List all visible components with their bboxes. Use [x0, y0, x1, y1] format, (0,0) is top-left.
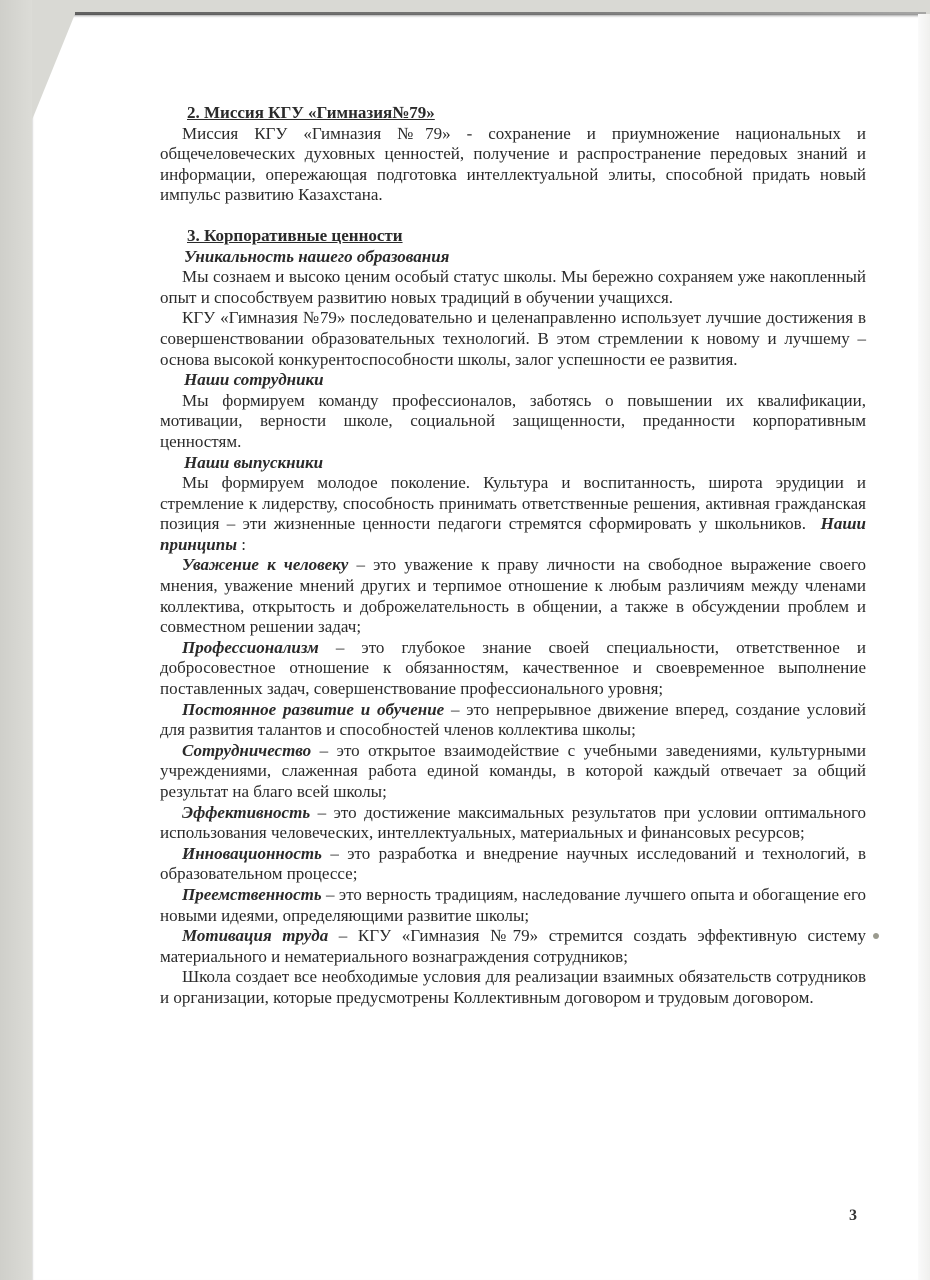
principle-professionalism: [160, 638, 866, 700]
principle-term: Профессионализм: [182, 637, 319, 657]
section-gap: [160, 206, 866, 226]
principle-development: [160, 700, 866, 741]
graduates-paragraph: [160, 473, 866, 555]
scan-dust-speck: [873, 933, 879, 939]
principle-text: – это глубокое знание своей специальности, ответственное и добросовестное отношение к обязанностям, качественное и своевременное выполнение поставленных задач, совершенствование профессионального уровня;: [160, 637, 866, 699]
principle-text: – это непрерывное движение вперед, создание условий для развития талантов и способностей членов коллектива школы;: [160, 699, 867, 740]
page-number: 3: [849, 1207, 857, 1224]
graduates-text: Мы формируем молодое поколение. Культура и воспитанность, широта эрудиции и стремление к лидерству, способность принимать ответственные решения, активная гражданская позиция – эти жизненные ценности педагоги стремятся сформировать у школьников.: [160, 473, 866, 534]
principle-innovation: [160, 844, 866, 885]
principle-text: – это уважение к праву личности на свободное выражение своего мнения, уважение мнений других и терпимое отношение к любым различиям между членами коллектива, открытость и доброжелательность в общении, а также в обсуждении проблем и совместном решении задач;: [160, 555, 866, 637]
document-body: [160, 103, 866, 1009]
graduates-subheading: Наши выпускники: [184, 452, 324, 472]
principle-efficiency: [160, 803, 866, 844]
staff-subheading: Наши сотрудники: [184, 370, 324, 390]
principle-text: – это достижение максимальных результатов при условии оптимального использования человеческих, интеллектуальных, материальных и финансовых ресурсов;: [160, 802, 866, 843]
principle-cooperation: [160, 741, 866, 803]
page-top-edge-shadow: [75, 12, 926, 15]
principle-term: Инновационность: [182, 843, 322, 863]
section-2-heading: 2. Миссия КГУ «Гимназия№79»: [187, 103, 435, 122]
principles-label-suffix: :: [237, 534, 246, 554]
staff-paragraph: Мы формируем команду профессионалов, заботясь о повышении их квалификации, мотивации, верности школе, социальной защищенности, преданности корпоративным ценностям.: [160, 390, 866, 451]
scan-background: [0, 0, 32, 1280]
principle-respect: [160, 555, 866, 637]
principle-term: Уважение к человеку: [182, 555, 349, 575]
principle-text: – КГУ «Гимназия №79» стремится создать эффективную систему материального и нематериального вознаграждения сотрудников;: [160, 926, 866, 966]
mission-paragraph: Миссия КГУ «Гимназия №79» - сохранение и приумножение национальных и общечеловеческих духовных ценностей, получение и распространение передовых знаний и информации, опережающая подготовка интеллектуальной элиты, способной придать новый импульс развитию Казахстана.: [160, 123, 866, 205]
uniqueness-paragraph-1: Мы сознаем и высоко ценим особый статус школы. Мы бережно сохраняем уже накопленный опыт и способствуем развитию новых традиций в обучении учащихся.: [160, 267, 866, 307]
scan-right-edge: [918, 14, 930, 1280]
uniqueness-subheading: Уникальность нашего образования: [184, 246, 450, 266]
principle-term: Постоянное развитие и обучение: [182, 699, 445, 719]
principle-term: Мотивация труда: [182, 926, 329, 946]
principle-term: Преемственность: [182, 884, 322, 904]
principles-label: Наши принципы: [160, 514, 867, 554]
closing-paragraph: Школа создает все необходимые условия для реализации взаимных обязательств сотрудников и организации, которые предусмотрены Коллективным договором и трудовым договором.: [160, 967, 866, 1007]
principle-continuity: [160, 885, 866, 926]
section-3-heading: 3. Корпоративные ценности: [187, 225, 403, 245]
principle-text: – это верность традициям, наследование лучшего опыта и обогащение его новыми идеями, определяющими развитие школы;: [160, 884, 866, 925]
principle-term: Эффективность: [182, 802, 311, 822]
principle-motivation: [160, 926, 866, 967]
principle-text: – это открытое взаимодействие с учебными заведениями, культурными учреждениями, слаженная работа единой команды, в которой каждый отвечает за общий результат на благо всей школы;: [160, 740, 866, 801]
uniqueness-paragraph-2: КГУ «Гимназия №79» последовательно и целенаправленно использует лучшие достижения в совершенствовании образовательных технологий. В этом стремлении к новому и лучшему – основа высокой конкурентоспособности школы, залог успешности ее развития.: [160, 308, 866, 369]
principle-term: Сотрудничество: [182, 740, 312, 760]
principle-text: – это разработка и внедрение научных исследований и технологий, в образовательном процессе;: [160, 843, 866, 884]
